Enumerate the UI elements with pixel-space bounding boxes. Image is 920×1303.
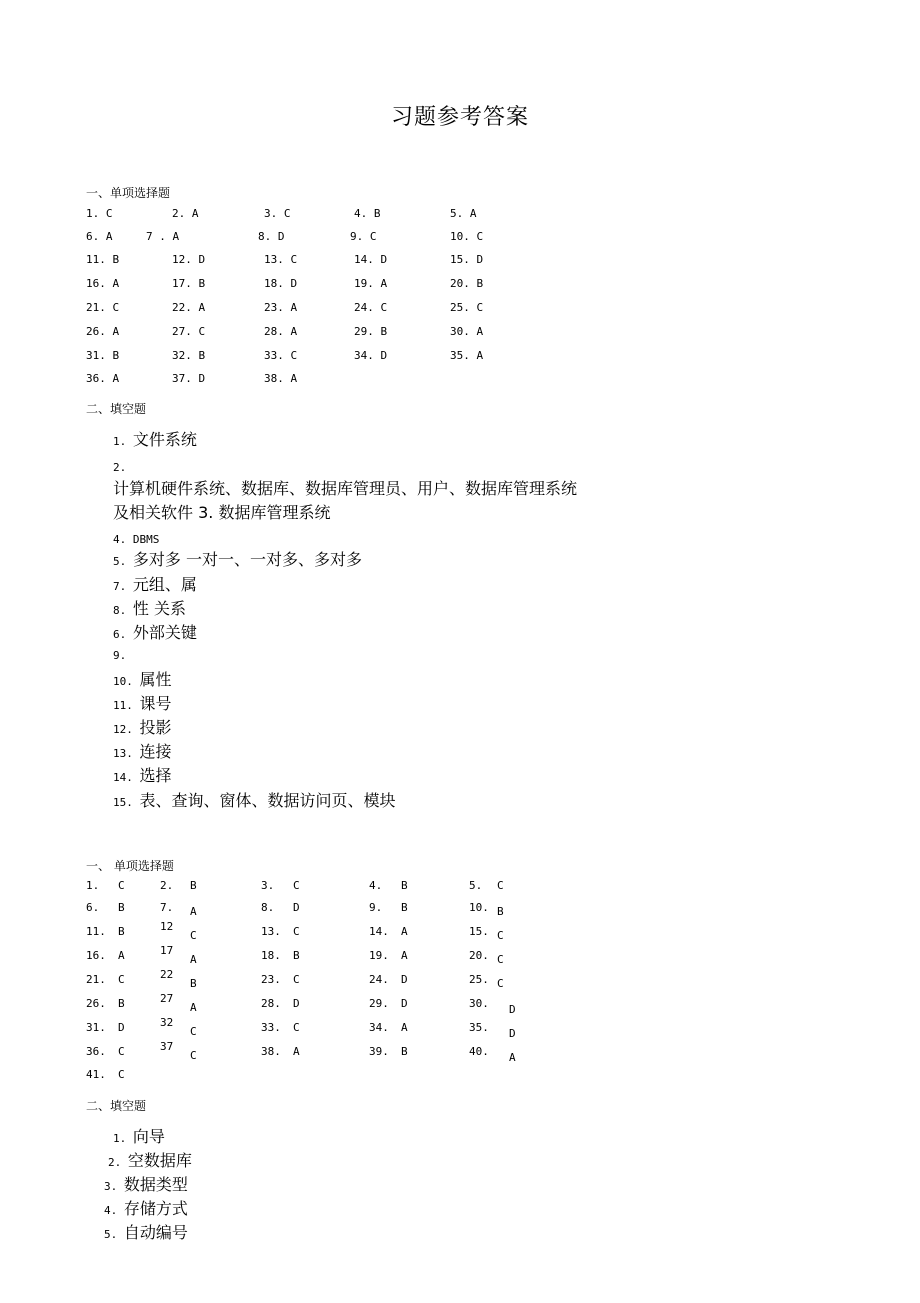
section-heading-fill-blank: 二、填空题 bbox=[86, 402, 147, 416]
item-number: 4. bbox=[113, 533, 133, 546]
answer-number: 37 bbox=[160, 1040, 174, 1053]
answer-letter: A bbox=[401, 1021, 408, 1034]
section-heading-single-choice-2: 一、 单项选择题 bbox=[86, 859, 174, 873]
answer-number: 3. bbox=[261, 879, 275, 892]
answer-number: 13. bbox=[261, 925, 281, 938]
answer-item: 37. D bbox=[172, 372, 206, 385]
answer-letter: C bbox=[118, 1045, 125, 1058]
answer-item: 31. B bbox=[86, 349, 120, 362]
answer-number: 36. bbox=[86, 1045, 106, 1058]
item-text: 空数据库 bbox=[127, 1151, 192, 1170]
item-number: 3. bbox=[104, 1180, 124, 1193]
answer-item: 36. A bbox=[86, 372, 120, 385]
answer-letter: C bbox=[497, 929, 504, 942]
fill-blank-item bbox=[113, 667, 172, 690]
answer-letter: A bbox=[401, 949, 408, 962]
answer-item: 9. C bbox=[350, 230, 377, 243]
item-text: 向导 bbox=[132, 1127, 165, 1146]
page-title: 习题参考答案 bbox=[390, 105, 529, 130]
item-number: 9. bbox=[113, 649, 127, 662]
answer-letter: C bbox=[190, 1025, 197, 1038]
answer-number: 15. bbox=[469, 925, 489, 938]
answer-number: 9. bbox=[369, 901, 383, 914]
answer-item: 7 . A bbox=[146, 230, 180, 243]
item-text: DBMS bbox=[132, 533, 160, 546]
fill-blank-item bbox=[113, 596, 186, 619]
answer-letter: B bbox=[401, 1045, 408, 1058]
fill-blank-item bbox=[113, 500, 330, 523]
answer-number: 11. bbox=[86, 925, 106, 938]
answer-item: 19. A bbox=[354, 277, 388, 290]
fill-blank-item bbox=[113, 456, 126, 475]
item-text: 文件系统 bbox=[132, 430, 197, 449]
answer-number: 8. bbox=[261, 901, 275, 914]
answer-item: 25. C bbox=[450, 301, 484, 314]
answer-letter: C bbox=[497, 953, 504, 966]
answer-number: 32 bbox=[160, 1016, 174, 1029]
section-heading-fill-blank-2: 二、填空题 bbox=[86, 1099, 147, 1113]
answer-number: 35. bbox=[469, 1021, 489, 1034]
answer-item: 5. A bbox=[450, 207, 477, 220]
answer-letter: C bbox=[293, 925, 300, 938]
answer-item: 38. A bbox=[264, 372, 298, 385]
answer-number: 17 bbox=[160, 944, 174, 957]
answer-letter: C bbox=[293, 1021, 300, 1034]
answer-number: 23. bbox=[261, 973, 281, 986]
answer-item: 34. D bbox=[354, 349, 388, 362]
answer-item: 13. C bbox=[264, 253, 298, 266]
fill-blank-item bbox=[113, 739, 172, 762]
answer-number: 12 bbox=[160, 920, 174, 933]
answer-number: 21. bbox=[86, 973, 106, 986]
answer-item: 1. C bbox=[86, 207, 113, 220]
item-text: 自动编号 bbox=[123, 1223, 188, 1242]
item-text: 课号 bbox=[139, 694, 172, 713]
answer-item: 2. A bbox=[172, 207, 199, 220]
answer-number: 26. bbox=[86, 997, 106, 1010]
answer-letter: C bbox=[190, 929, 197, 942]
item-number: 13. bbox=[113, 747, 140, 760]
item-number: 8. bbox=[113, 604, 133, 617]
answer-item: 15. D bbox=[450, 253, 484, 266]
answer-item: 20. B bbox=[450, 277, 484, 290]
answer-number: 27 bbox=[160, 992, 174, 1005]
answer-letter: C bbox=[497, 977, 504, 990]
answer-item: 4. B bbox=[354, 207, 381, 220]
item-text: 连接 bbox=[139, 742, 172, 761]
answer-letter: D bbox=[401, 973, 408, 986]
answer-letter: C bbox=[497, 879, 504, 892]
item-text: 计算机硬件系统、数据库、数据库管理员、用户、数据库管理系统 bbox=[113, 479, 578, 498]
answer-letter: C bbox=[118, 1068, 125, 1081]
answer-letter: C bbox=[118, 879, 125, 892]
item-text: 数据类型 bbox=[123, 1175, 188, 1194]
answer-letter: B bbox=[401, 901, 408, 914]
answer-number: 4. bbox=[369, 879, 383, 892]
answer-item: 33. C bbox=[264, 349, 298, 362]
answer-number: 6. bbox=[86, 901, 100, 914]
answer-letter: D bbox=[293, 901, 300, 914]
answer-letter: A bbox=[401, 925, 408, 938]
fill-blank-item bbox=[113, 476, 577, 499]
answer-letter: B bbox=[190, 879, 197, 892]
answer-item: 14. D bbox=[354, 253, 388, 266]
answer-item: 10. C bbox=[450, 230, 484, 243]
answer-number: 19. bbox=[369, 949, 389, 962]
item-number: 11. bbox=[113, 699, 140, 712]
fill-blank-item bbox=[108, 1148, 192, 1171]
answer-letter: C bbox=[118, 973, 125, 986]
fill-blank-item bbox=[113, 620, 197, 643]
answer-letter: B bbox=[118, 901, 125, 914]
answer-letter: B bbox=[190, 977, 197, 990]
answer-letter: A bbox=[293, 1045, 300, 1058]
answer-number: 14. bbox=[369, 925, 389, 938]
answer-item: 30. A bbox=[450, 325, 484, 338]
answer-item: 24. C bbox=[354, 301, 388, 314]
answer-number: 1. bbox=[86, 879, 100, 892]
fill-blank-item bbox=[113, 427, 197, 450]
answer-item: 29. B bbox=[354, 325, 388, 338]
fill-blank-item bbox=[113, 547, 362, 570]
answer-number: 5. bbox=[469, 879, 483, 892]
item-number: 14. bbox=[113, 771, 140, 784]
answer-letter: A bbox=[509, 1051, 516, 1064]
answer-number: 24. bbox=[369, 973, 389, 986]
item-number: 5. bbox=[113, 555, 133, 568]
item-text: 外部关键 bbox=[132, 623, 197, 642]
item-number: 12. bbox=[113, 723, 140, 736]
answer-item: 6. A bbox=[86, 230, 113, 243]
item-text: 投影 bbox=[139, 718, 172, 737]
item-text: 性 关系 bbox=[132, 599, 186, 618]
answer-item: 28. A bbox=[264, 325, 298, 338]
fill-blank-item bbox=[113, 715, 172, 738]
item-text: 选择 bbox=[139, 766, 172, 785]
answer-number: 40. bbox=[469, 1045, 489, 1058]
fill-blank-item bbox=[113, 572, 197, 595]
answer-letter: B bbox=[293, 949, 300, 962]
answer-letter: B bbox=[118, 925, 125, 938]
answer-item: 8. D bbox=[258, 230, 285, 243]
answer-item: 21. C bbox=[86, 301, 120, 314]
answer-number: 25. bbox=[469, 973, 489, 986]
item-number: 2. bbox=[113, 461, 127, 474]
answer-letter: C bbox=[293, 879, 300, 892]
answer-number: 7. bbox=[160, 901, 174, 914]
fill-blank-item bbox=[104, 1196, 188, 1219]
fill-blank-item bbox=[113, 644, 126, 663]
item-number: 15. bbox=[113, 796, 140, 809]
answer-number: 39. bbox=[369, 1045, 389, 1058]
answer-item: 35. A bbox=[450, 349, 484, 362]
item-number: 1. bbox=[113, 1132, 133, 1145]
answer-item: 27. C bbox=[172, 325, 206, 338]
answer-number: 18. bbox=[261, 949, 281, 962]
item-text: 属性 bbox=[139, 670, 172, 689]
answer-number: 33. bbox=[261, 1021, 281, 1034]
answer-item: 11. B bbox=[86, 253, 120, 266]
answer-letter: A bbox=[118, 949, 125, 962]
answer-letter: D bbox=[401, 997, 408, 1010]
answer-number: 10. bbox=[469, 901, 489, 914]
item-number: 2. bbox=[108, 1156, 128, 1169]
answer-item: 32. B bbox=[172, 349, 206, 362]
answer-number: 34. bbox=[369, 1021, 389, 1034]
answer-item: 16. A bbox=[86, 277, 120, 290]
answer-number: 29. bbox=[369, 997, 389, 1010]
answer-number: 41. bbox=[86, 1068, 106, 1081]
fill-blank-item bbox=[113, 788, 396, 811]
answer-number: 28. bbox=[261, 997, 281, 1010]
answer-letter: A bbox=[190, 953, 197, 966]
answer-letter: D bbox=[293, 997, 300, 1010]
answer-item: 12. D bbox=[172, 253, 206, 266]
item-text: 存储方式 bbox=[123, 1199, 188, 1218]
answer-number: 30. bbox=[469, 997, 489, 1010]
answer-letter: B bbox=[497, 905, 504, 918]
answer-number: 22 bbox=[160, 968, 174, 981]
fill-blank-item bbox=[104, 1220, 188, 1243]
answer-number: 16. bbox=[86, 949, 106, 962]
answer-number: 31. bbox=[86, 1021, 106, 1034]
answer-number: 20. bbox=[469, 949, 489, 962]
answer-letter: A bbox=[190, 905, 197, 918]
fill-blank-item bbox=[113, 763, 172, 786]
answer-item: 22. A bbox=[172, 301, 206, 314]
answer-number: 2. bbox=[160, 879, 174, 892]
fill-blank-item bbox=[113, 1124, 165, 1147]
fill-blank-item bbox=[104, 1172, 188, 1195]
answer-item: 17. B bbox=[172, 277, 206, 290]
answer-letter: D bbox=[509, 1003, 516, 1016]
answer-letter: C bbox=[190, 1049, 197, 1062]
answer-letter: A bbox=[190, 1001, 197, 1014]
answer-letter: D bbox=[118, 1021, 125, 1034]
item-text: 表、查询、窗体、数据访问页、模块 bbox=[139, 791, 396, 810]
item-number: 4. bbox=[104, 1204, 124, 1217]
item-text: 元组、属 bbox=[132, 575, 197, 594]
answer-item: 3. C bbox=[264, 207, 291, 220]
fill-blank-item bbox=[113, 691, 172, 714]
answer-letter: C bbox=[293, 973, 300, 986]
item-number: 7. bbox=[113, 580, 133, 593]
answer-item: 26. A bbox=[86, 325, 120, 338]
item-number: 6. bbox=[113, 628, 133, 641]
answer-item: 18. D bbox=[264, 277, 298, 290]
item-text: 及相关软件 3. 数据库管理系统 bbox=[113, 503, 331, 522]
item-number: 10. bbox=[113, 675, 140, 688]
answer-letter: B bbox=[401, 879, 408, 892]
answer-item: 23. A bbox=[264, 301, 298, 314]
item-text: 多对多 一对一、一对多、多对多 bbox=[132, 550, 362, 569]
section-heading-single-choice: 一、单项选择题 bbox=[86, 186, 171, 200]
item-number: 1. bbox=[113, 435, 133, 448]
answer-letter: D bbox=[509, 1027, 516, 1040]
answer-letter: B bbox=[118, 997, 125, 1010]
answer-number: 38. bbox=[261, 1045, 281, 1058]
fill-blank-item bbox=[113, 528, 159, 547]
item-number: 5. bbox=[104, 1228, 124, 1241]
